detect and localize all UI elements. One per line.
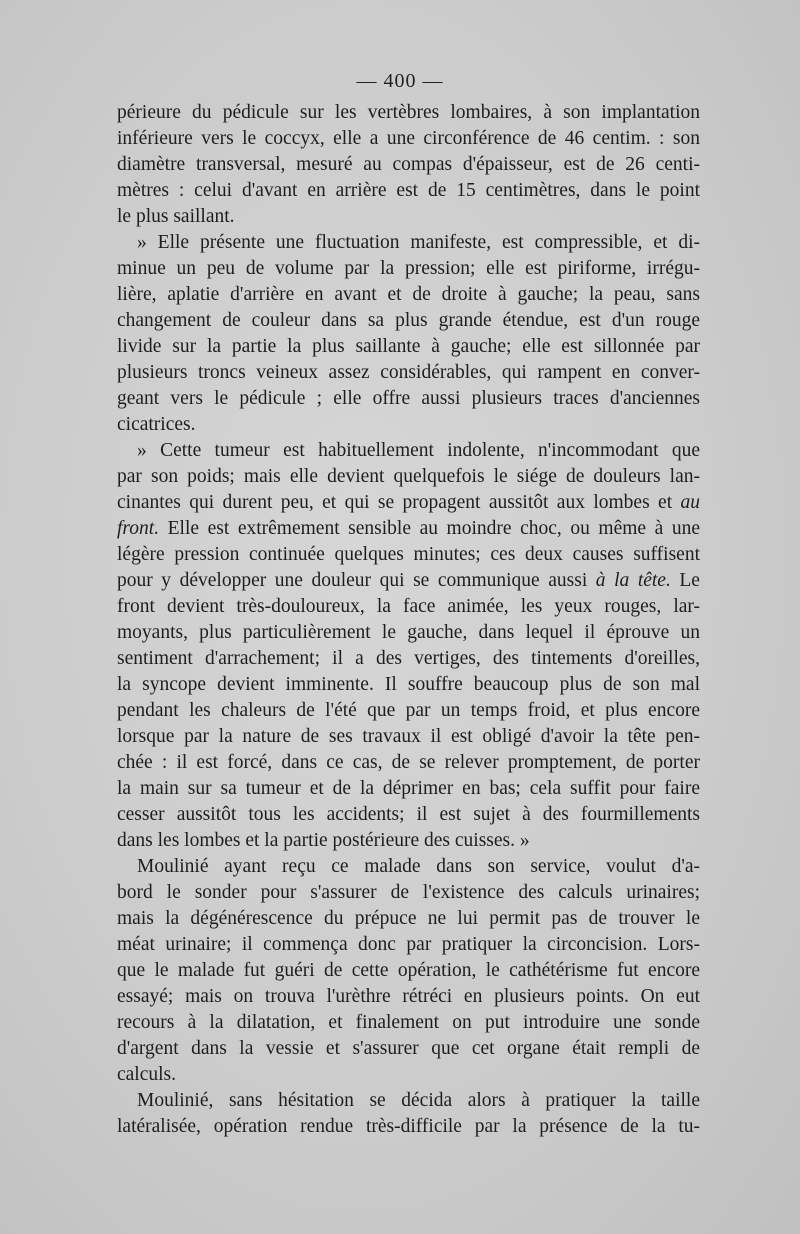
text-line [117,958,700,984]
line-text: geant vers le pédicule ; elle offre aussi plusieurs traces d'anciennes [117,388,700,409]
italic-text: front. [117,518,160,539]
line-text: pour y développer une douleur qui se communique aussi [117,570,596,591]
line-text: cinantes qui durent peu, et qui se propagent aussitôt aux lombes et [117,492,681,513]
line-text: sentiment d'arrachement; il a des vertiges, des tintements d'oreilles, [117,648,700,669]
line-text: lorsque par la nature de ses travaux il est obligé d'avoir la tête pen- [117,726,700,747]
text-line [117,490,700,516]
line-text: que le malade fut guéri de cette opération, le cathétérisme fut encore [117,960,700,981]
text-line [117,568,700,594]
text-line [117,100,700,126]
text-line [117,672,700,698]
text-line [117,932,700,958]
line-text: plusieurs troncs veineux assez considérables, qui rampent en conver- [117,362,700,383]
line-text: légère pression continuée quelques minutes; ces deux causes suffisent [117,544,700,565]
line-text: la syncope devient imminente. Il souffre beaucoup plus de son mal [117,674,700,695]
text-line [117,828,700,854]
line-text: calculs. [117,1064,177,1085]
text-line [117,906,700,932]
line-text: » Cette tumeur est habituellement indolente, n'incommodant que [137,440,700,461]
line-text: chée : il est forcé, dans ce cas, de se relever promptement, de porter [117,752,700,773]
line-text: le plus saillant. [117,206,235,227]
text-line [117,412,700,438]
line-text: mètres : celui d'avant en arrière est de 15 centimètres, dans le point [117,180,700,201]
line-text: bord le sonder pour s'assurer de l'existence des calculs urinaires; [117,882,700,903]
text-line [117,750,700,776]
line-text: Moulinié, sans hésitation se décida alors à pratiquer la taille [137,1090,700,1111]
text-line [117,230,700,256]
line-text: recours à la dilatation, et finalement on put introduire une sonde [117,1012,700,1033]
line-text: latéralisée, opération rendue très-difficile par la présence de la tu- [117,1116,700,1137]
line-text: changement de couleur dans sa plus grande étendue, est d'un rouge [117,310,700,331]
text-line [117,438,700,464]
text-line [117,802,700,828]
text-line [117,620,700,646]
line-text: » Elle présente une fluctuation manifeste, est compressible, et di- [137,232,700,253]
text-line [117,1036,700,1062]
text-line [117,724,700,750]
text-line [117,386,700,412]
text-line [117,1114,700,1140]
line-text: minue un peu de volume par la pression; elle est piriforme, irrégu- [117,258,700,279]
text-line [117,880,700,906]
line-text: livide sur la partie la plus saillante à gauche; elle est sillonnée par [117,336,700,357]
text-line [117,698,700,724]
line-text: front devient très-douloureux, la face animée, les yeux rouges, lar- [117,596,700,617]
line-text: Moulinié ayant reçu ce malade dans son service, voulut d'a- [137,856,700,877]
text-line [117,1062,700,1088]
text-line [117,594,700,620]
line-text: cicatrices. [117,414,196,435]
line-text: moyants, plus particulièrement le gauche, dans lequel il éprouve un [117,622,700,643]
line-text: périeure du pédicule sur les vertèbres lombaires, à son implantation [117,102,700,123]
text-line [117,334,700,360]
line-text: la main sur sa tumeur et de la déprimer en bas; cela suffit pour faire [117,778,700,799]
line-text: inférieure vers le coccyx, elle a une circonférence de 46 centim. : son [117,128,700,149]
text-line [117,854,700,880]
line-text: Le [670,570,700,591]
line-text: cesser aussitôt tous les accidents; il est sujet à des fourmillements [117,804,700,825]
line-text: essayé; mais on trouva l'urèthre rétréci en plusieurs points. On eut [117,986,700,1007]
line-text: dans les lombes et la partie postérieure des cuisses. » [117,830,530,851]
text-line [117,204,700,230]
text-line [117,282,700,308]
italic-text: au [680,492,700,513]
text-line [117,1088,700,1114]
line-text: diamètre transversal, mesuré au compas d'épaisseur, est de 26 centi- [117,154,700,175]
text-line [117,542,700,568]
text-line [117,126,700,152]
text-line [117,308,700,334]
italic-text: à la tête. [595,570,671,591]
line-text: Elle est extrêmement sensible au moindre choc, ou même à une [159,518,700,539]
line-text: lière, aplatie d'arrière en avant et de droite à gauche; la peau, sans [117,284,700,305]
body-text [117,100,700,1140]
text-line [117,256,700,282]
text-line [117,360,700,386]
text-line [117,776,700,802]
line-text: méat urinaire; il commença donc par pratiquer la circoncision. Lors- [117,934,700,955]
text-line [117,1010,700,1036]
text-line [117,984,700,1010]
page-number: — 400 — [356,70,444,92]
text-line [117,464,700,490]
text-line [117,516,700,542]
line-text: par son poids; mais elle devient quelquefois le siége de douleurs lan- [117,466,700,487]
line-text: mais la dégénérescence du prépuce ne lui permit pas de trouver le [117,908,700,929]
text-line [117,152,700,178]
text-line [117,178,700,204]
line-text: pendant les chaleurs de l'été que par un temps froid, et plus encore [117,700,700,721]
text-line [117,646,700,672]
line-text: d'argent dans la vessie et s'assurer que cet organe était rempli de [117,1038,700,1059]
